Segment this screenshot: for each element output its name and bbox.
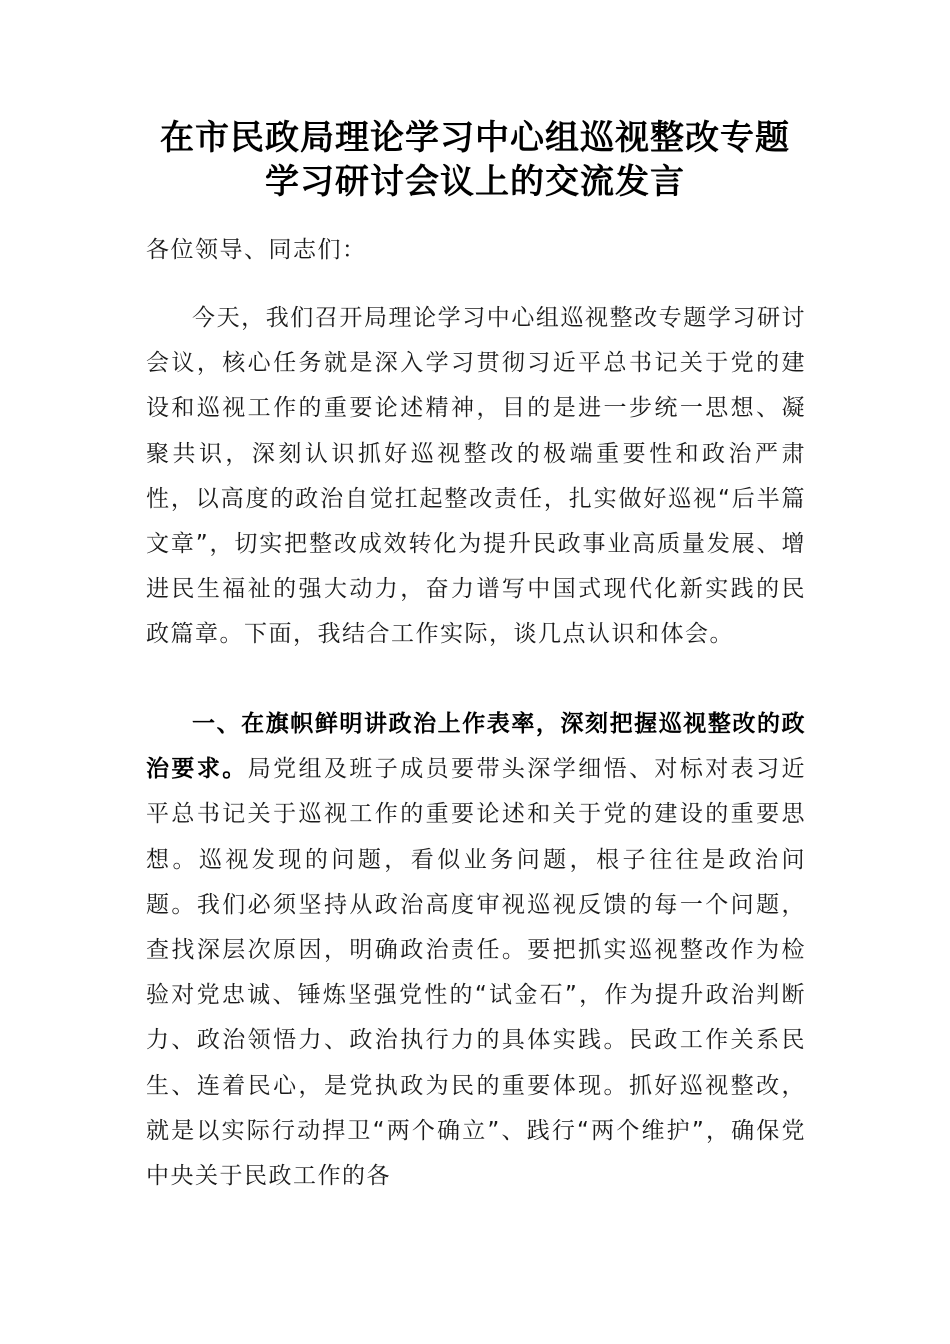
section-1-body: 局党组及班子成员要带头深学细悟、对标对表习近平总书记关于巡视工作的重要论述和关于党的建设的重要思想。巡视发现的问题，看似业务问题，根子往往是政治问题。我们必须坚持从政治高度审视巡视反馈的每一个问题，查找深层次原因，明确政治责任。要把抓实巡视整改作为检验对党忠诚、锤炼坚强党性的“试金石”，作为提升政治判断力、政治领悟力、政治执行力的具体实践。民政工作关系民生、连着民心，是党执政为民的重要体现。抓好巡视整改，就是以实际行动捍卫“两个确立”、践行“两个维护”，确保党中央关于民政工作的各 [146, 756, 807, 1190]
section-1-paragraph [146, 702, 806, 1199]
document-title-line-1: 在市民政局理论学习中心组巡视整改专题 [160, 118, 790, 158]
document-title-line-2: 学习研讨会议上的交流发言 [265, 162, 685, 202]
opening-paragraph: 今天，我们召开局理论学习中心组巡视整改专题学习研讨会议，核心任务就是深入学习贯彻习近平总书记关于党的建设和巡视工作的重要论述精神，目的是进一步统一思想、凝聚共识，深刻认识抓好巡视整改的极端重要性和政治严肃性，以高度的政治自觉扛起整改责任，扎实做好巡视“后半篇文章”，切实把整改成效转化为提升民政事业高质量发展、增进民生福祉的强大动力，奋力谱写中国式现代化新实践的民政篇章。下面，我结合工作实际，谈几点认识和体会。 [146, 305, 806, 648]
section-1-heading: 一、在旗帜鲜明讲政治上作表率，深刻把握巡视整改的政治要求。 [146, 711, 806, 783]
salutation: 各位领导、同志们： [146, 237, 367, 263]
